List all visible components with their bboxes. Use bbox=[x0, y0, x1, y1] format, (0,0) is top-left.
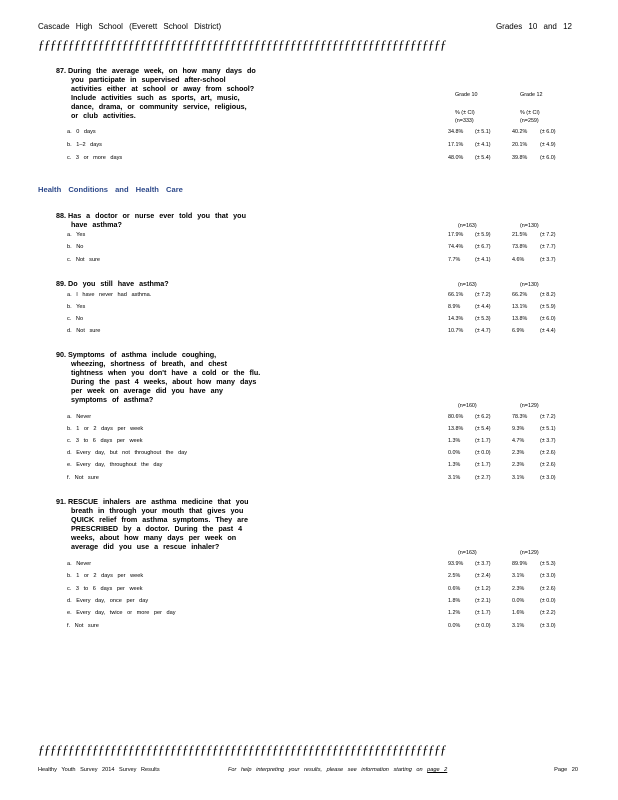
answer-label: b. 1–2 days bbox=[67, 142, 102, 148]
n-grade12: (n=129) bbox=[520, 403, 539, 409]
grade12-pct: 3.1% bbox=[512, 623, 525, 629]
answer-label: a. I have never had asthma. bbox=[67, 292, 152, 298]
grade12-ci: (± 2.6) bbox=[540, 586, 556, 592]
grade12-pct: 2.3% bbox=[512, 450, 525, 456]
grade12-pct: 2.3% bbox=[512, 586, 525, 592]
grade12-pct: 39.8% bbox=[512, 155, 528, 161]
grade12-pct-ci: % (± CI) bbox=[520, 110, 540, 116]
grade12-pct: 73.8% bbox=[512, 244, 528, 250]
n-grade12: (n=129) bbox=[520, 550, 539, 556]
grade12-ci: (± 6.0) bbox=[540, 316, 556, 322]
grade12-pct: 13.1% bbox=[512, 304, 528, 310]
answer-label: c. Not sure bbox=[67, 257, 101, 263]
n-grade10: (n=163) bbox=[458, 223, 477, 229]
grade10-header: Grade 10 bbox=[455, 92, 478, 98]
grade12-pct: 20.1% bbox=[512, 142, 528, 148]
grade12-ci: (± 2.6) bbox=[540, 462, 556, 468]
grade10-ci: (± 2.4) bbox=[475, 573, 491, 579]
grade12-pct: 9.3% bbox=[512, 426, 525, 432]
grade12-ci: (± 2.6) bbox=[540, 450, 556, 456]
grade10-ci: (± 4.1) bbox=[475, 257, 491, 263]
grade10-pct: 8.9% bbox=[448, 304, 461, 310]
answer-label: c. 3 to 6 days per week bbox=[67, 586, 143, 592]
grade10-pct: 80.6% bbox=[448, 414, 464, 420]
grade12-pct: 6.9% bbox=[512, 328, 525, 334]
grade12-pct: 2.3% bbox=[512, 462, 525, 468]
grade12-ci: (± 7.2) bbox=[540, 414, 556, 420]
grade10-pct: 17.9% bbox=[448, 232, 464, 238]
grade10-pct: 17.1% bbox=[448, 142, 464, 148]
grade12-pct: 13.8% bbox=[512, 316, 528, 322]
header-rule: ƒƒƒƒƒƒƒƒƒƒƒƒƒƒƒƒƒƒƒƒƒƒƒƒƒƒƒƒƒƒƒƒƒƒƒƒƒƒƒƒƒƒƒƒƒƒƒƒƒƒƒƒƒƒƒƒƒƒƒƒƒƒƒƒƒƒƒƒ bbox=[38, 38, 446, 51]
answer-label: f. Not sure bbox=[67, 623, 99, 629]
grade12-pct: 21.5% bbox=[512, 232, 528, 238]
grade10-ci: (± 5.4) bbox=[475, 426, 491, 432]
grade12-ci: (± 4.4) bbox=[540, 328, 556, 334]
grade10-ci: (± 1.7) bbox=[475, 610, 491, 616]
grade12-pct: 89.9% bbox=[512, 561, 528, 567]
grade10-ci: (± 4.7) bbox=[475, 328, 491, 334]
grade10-pct: 1.2% bbox=[448, 610, 461, 616]
n-grade12: (n=130) bbox=[520, 282, 539, 288]
grade10-ci: (± 1.2) bbox=[475, 586, 491, 592]
grade10-pct: 10.7% bbox=[448, 328, 464, 334]
grade10-ci: (± 4.1) bbox=[475, 142, 491, 148]
grade10-pct: 93.9% bbox=[448, 561, 464, 567]
grade12-ci: (± 3.0) bbox=[540, 475, 556, 481]
grade10-pct: 2.5% bbox=[448, 573, 461, 579]
answer-label: a. Yes bbox=[67, 232, 86, 238]
grade12-ci: (± 0.0) bbox=[540, 598, 556, 604]
answer-label: d. Every day, but not throughout the day bbox=[67, 450, 188, 456]
answer-label: e. Every day, twice or more per day bbox=[67, 610, 176, 616]
grade12-ci: (± 5.3) bbox=[540, 561, 556, 567]
grade10-pct: 0.6% bbox=[448, 586, 461, 592]
n-grade10: (n=163) bbox=[458, 282, 477, 288]
grade12-pct: 0.0% bbox=[512, 598, 525, 604]
answer-label: b. 1 or 2 days per week bbox=[67, 426, 144, 432]
grade10-pct: 3.1% bbox=[448, 475, 461, 481]
answer-label: c. 3 or more days bbox=[67, 155, 123, 161]
grade12-ci: (± 4.9) bbox=[540, 142, 556, 148]
grade10-pct: 7.7% bbox=[448, 257, 461, 263]
answer-label: a. 0 days bbox=[67, 129, 96, 135]
question-88: 88. Has a doctor or nurse ever told you that you have asthma? bbox=[56, 211, 246, 229]
n-grade10: (n=163) bbox=[458, 550, 477, 556]
answer-label: b. No bbox=[67, 244, 84, 250]
school-name: Cascade High School (Everett School District) bbox=[38, 22, 222, 31]
grade10-ci: (± 5.3) bbox=[475, 316, 491, 322]
section-title: Health Conditions and Health Care bbox=[38, 185, 183, 194]
answer-label: c. No bbox=[67, 316, 84, 322]
grade10-pct: 14.3% bbox=[448, 316, 464, 322]
grade12-ci: (± 7.7) bbox=[540, 244, 556, 250]
grade12-ci: (± 8.2) bbox=[540, 292, 556, 298]
page-number: Page 20 bbox=[554, 767, 578, 773]
grade10-ci: (± 7.2) bbox=[475, 292, 491, 298]
grade10-pct: 1.8% bbox=[448, 598, 461, 604]
grade10-ci: (± 2.7) bbox=[475, 475, 491, 481]
answer-label: d. Not sure bbox=[67, 328, 101, 334]
grade12-ci: (± 3.0) bbox=[540, 623, 556, 629]
grades-label: Grades 10 and 12 bbox=[495, 22, 572, 31]
question-91: 91. RESCUE inhalers are asthma medicine that you breath in through your mouth that gives you QUICK relief from asthma symptoms. They are PRESCRIBED by a doctor. During the past 4 weeks, about how many days per week on average did you use a rescue inhaler? bbox=[56, 497, 249, 551]
answer-label: b. 1 or 2 days per week bbox=[67, 573, 144, 579]
grade10-ci: (± 1.7) bbox=[475, 462, 491, 468]
grade12-pct: 4.7% bbox=[512, 438, 525, 444]
grade10-pct: 0.0% bbox=[448, 623, 461, 629]
grade12-pct: 66.2% bbox=[512, 292, 528, 298]
footer-help-text: For help interpreting your results, please see information starting on page 2 bbox=[228, 767, 448, 773]
n-grade12: (n=259) bbox=[520, 118, 539, 124]
grade10-pct-ci: % (± CI) bbox=[455, 110, 475, 116]
grade12-ci: (± 3.7) bbox=[540, 257, 556, 263]
question-89: 89. Do you still have asthma? bbox=[56, 279, 169, 288]
grade10-ci: (± 5.4) bbox=[475, 155, 491, 161]
answer-label: f. Not sure bbox=[67, 475, 99, 481]
grade12-ci: (± 5.9) bbox=[540, 304, 556, 310]
grade12-ci: (± 2.2) bbox=[540, 610, 556, 616]
grade10-ci: (± 3.7) bbox=[475, 561, 491, 567]
grade10-ci: (± 5.1) bbox=[475, 129, 491, 135]
footer-rule: ƒƒƒƒƒƒƒƒƒƒƒƒƒƒƒƒƒƒƒƒƒƒƒƒƒƒƒƒƒƒƒƒƒƒƒƒƒƒƒƒƒƒƒƒƒƒƒƒƒƒƒƒƒƒƒƒƒƒƒƒƒƒƒƒƒƒƒƒ bbox=[38, 743, 446, 756]
footer-survey-title: Healthy Youth Survey 2014 Survey Results bbox=[38, 767, 160, 773]
grade10-ci: (± 4.4) bbox=[475, 304, 491, 310]
grade10-pct: 66.1% bbox=[448, 292, 464, 298]
grade10-pct: 48.0% bbox=[448, 155, 464, 161]
grade10-ci: (± 5.9) bbox=[475, 232, 491, 238]
grade12-pct: 40.2% bbox=[512, 129, 528, 135]
n-grade10: (n=160) bbox=[458, 403, 477, 409]
grade12-pct: 78.3% bbox=[512, 414, 528, 420]
grade10-ci: (± 0.0) bbox=[475, 450, 491, 456]
grade10-pct: 34.8% bbox=[448, 129, 464, 135]
n-grade10: (n=333) bbox=[455, 118, 474, 124]
grade12-ci: (± 3.7) bbox=[540, 438, 556, 444]
grade10-ci: (± 6.7) bbox=[475, 244, 491, 250]
n-grade12: (n=130) bbox=[520, 223, 539, 229]
grade12-ci: (± 6.0) bbox=[540, 155, 556, 161]
question-90: 90. Symptoms of asthma include coughing, wheezing, shortness of breath, and chest tightness when you don't have a cold or the flu. During the past 4 weeks, about how many days per week on average did you have any symptoms of asthma? bbox=[56, 350, 261, 404]
grade12-ci: (± 5.1) bbox=[540, 426, 556, 432]
grade10-ci: (± 1.7) bbox=[475, 438, 491, 444]
grade10-pct: 13.8% bbox=[448, 426, 464, 432]
answer-label: e. Every day, throughout the day bbox=[67, 462, 163, 468]
grade10-pct: 74.4% bbox=[448, 244, 464, 250]
answer-label: a. Never bbox=[67, 561, 92, 567]
grade12-pct: 3.1% bbox=[512, 475, 525, 481]
grade10-pct: 0.0% bbox=[448, 450, 461, 456]
grade12-pct: 3.1% bbox=[512, 573, 525, 579]
answer-label: d. Every day, once per day bbox=[67, 598, 149, 604]
grade12-ci: (± 7.2) bbox=[540, 232, 556, 238]
grade10-ci: (± 6.2) bbox=[475, 414, 491, 420]
page-2-link[interactable]: page 2 bbox=[427, 767, 448, 773]
question-87: 87. During the average week, on how many days do you participate in supervised after-school activities either at school or away from school? Include activities such as sports, art, music, dance, drama, or community service, religious, or club activities. bbox=[56, 66, 256, 120]
grade12-ci: (± 6.0) bbox=[540, 129, 556, 135]
grade10-ci: (± 2.1) bbox=[475, 598, 491, 604]
grade12-ci: (± 3.0) bbox=[540, 573, 556, 579]
grade12-pct: 4.6% bbox=[512, 257, 525, 263]
grade10-pct: 1.3% bbox=[448, 462, 461, 468]
grade12-pct: 1.6% bbox=[512, 610, 525, 616]
grade10-ci: (± 0.0) bbox=[475, 623, 491, 629]
answer-label: b. Yes bbox=[67, 304, 86, 310]
answer-label: c. 3 to 6 days per week bbox=[67, 438, 143, 444]
grade10-pct: 1.3% bbox=[448, 438, 461, 444]
grade12-header: Grade 12 bbox=[520, 92, 543, 98]
answer-label: a. Never bbox=[67, 414, 92, 420]
